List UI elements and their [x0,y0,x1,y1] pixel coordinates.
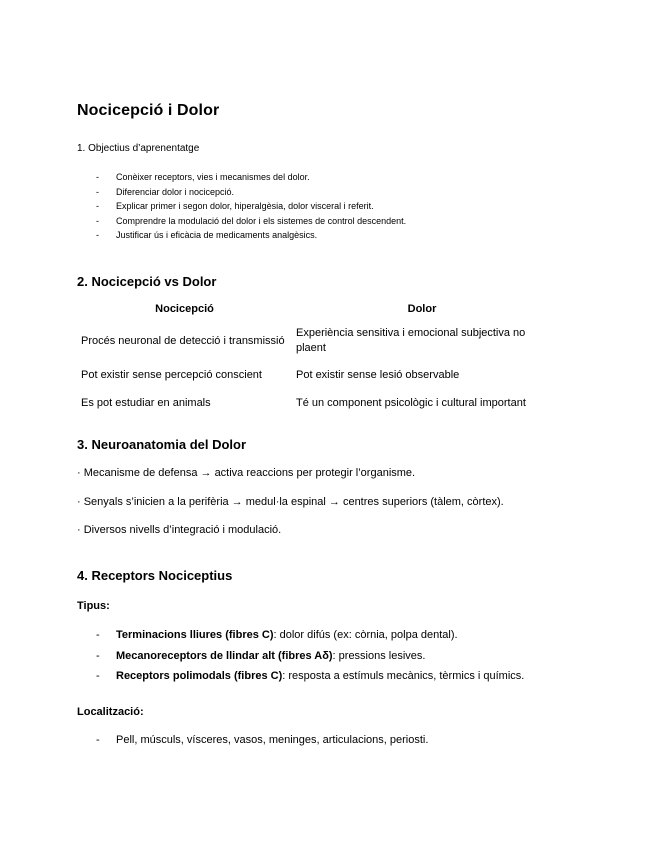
receptor-desc: : resposta a estímuls mecànics, tèrmics i químics. [282,670,525,682]
table-header-row [77,297,552,321]
list-item-text: Pell, músculs, vísceres, vasos, meninges, articulacions, periosti. [116,734,429,746]
objectives-heading: 1. Objectius d’aprenentatge [77,143,200,154]
receptor-term: Terminacions lliures (fibres C) [116,629,274,641]
list-item [96,185,406,200]
list-item [96,625,524,646]
list-item [96,170,406,185]
bullet-dash: - [96,186,99,197]
table-cell: Pot existir sense percepció conscient [81,368,262,381]
receptor-term: Receptors polimodals (fibres C) [116,670,283,682]
table-row [77,361,552,389]
list-item [96,730,428,751]
table-cell: Procés neuronal de detecció i transmissió [81,334,285,347]
objectives-list [96,170,406,243]
bullet-dash: - [96,230,99,240]
list-item [96,646,524,667]
bullet-dash: - [96,201,99,211]
receptor-desc: : dolor difús (ex: còrnia, polpa dental). [273,629,458,641]
comparison-table [77,297,552,417]
types-label: Tipus: [77,600,110,612]
location-label: Localització: [77,706,144,718]
neuroanatomy-point: · Senyals s’inicien a la perifèria → medul·la espinal → centres superiors (tàlem, còrtex). [77,496,504,508]
receptor-term: Mecanoreceptors de llindar alt (fibres Aδ) [116,649,333,662]
receptor-desc: : pressions lesives. [332,649,426,662]
bullet-dash: - [96,215,99,226]
list-item [96,666,524,687]
document-title: Nocicepció i Dolor [77,102,220,119]
list-item-text: Justificar ús i eficàcia de medicaments analgèsics. [116,230,318,240]
column-header-nocicepcio: Nocicepció [155,303,214,315]
section4-heading: 4. Receptors Nociceptius [77,568,233,583]
table-cell: Es pot estudiar en animals [81,396,211,409]
column-header-dolor: Dolor [407,303,437,315]
section3-heading: 3. Neuroanatomia del Dolor [77,437,247,452]
neuroanatomy-point: · Mecanisme de defensa → activa reaccions per protegir l’organisme. [77,467,416,479]
bullet-dash: - [96,734,100,746]
bullet-dash: - [96,670,100,682]
list-item-text: Explicar primer i segon dolor, hiperalgèsia, dolor visceral i referit. [116,201,374,211]
table-row [77,321,552,361]
section2-heading: 2. Nocicepció vs Dolor [77,274,217,289]
list-item [96,228,406,243]
table-cell: Té un component psicològic i cultural important [296,396,526,409]
list-item-text: Comprendre la modulació del dolor i els sistemes de control descendent. [116,215,407,226]
bullet-dash: - [96,172,99,182]
bullet-dash: - [96,649,100,662]
list-item [96,199,406,214]
receptor-types-list [96,625,524,687]
table-row [77,389,552,417]
list-item-text: Conèixer receptors, vies i mecanismes del dolor. [116,172,310,182]
table-cell: Experiència sensitiva i emocional subjectiva no plaent [296,327,526,354]
list-item [96,214,406,229]
table-cell: Pot existir sense lesió observable [296,368,460,381]
locations-list [96,730,428,751]
neuroanatomy-point: · Diversos nivells d’integració i modulació. [77,524,282,536]
list-item-text: Diferenciar dolor i nocicepció. [116,186,235,197]
bullet-dash: - [96,629,100,641]
